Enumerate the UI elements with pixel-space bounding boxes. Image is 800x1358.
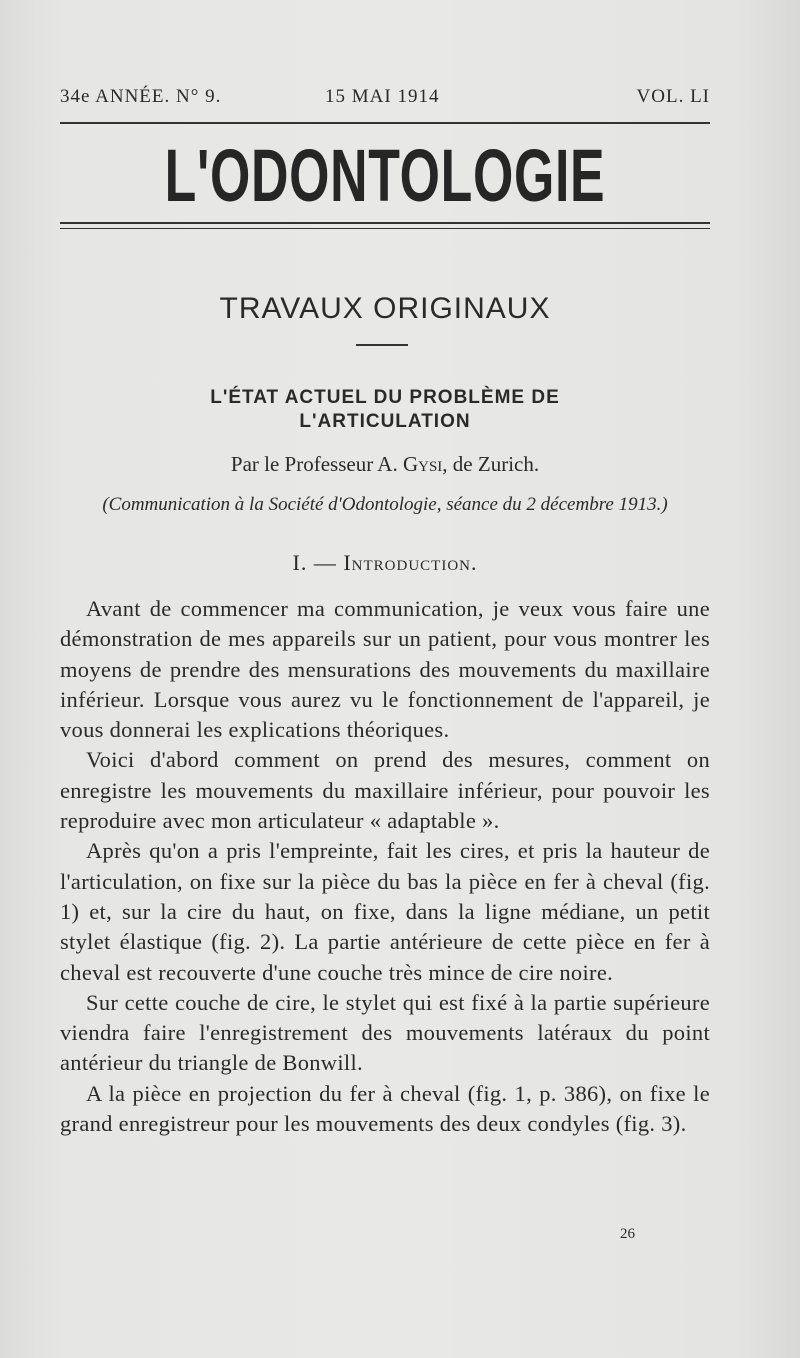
title-rule-top (60, 222, 710, 224)
header-rule (60, 122, 710, 124)
communication-note: (Communication à la Société d'Odontologie, séance du 2 décembre 1913.) (102, 494, 668, 515)
byline (60, 452, 710, 477)
article-title-line-1: L'ÉTAT ACTUEL DU PROBLÈME DE (210, 387, 560, 408)
section-title: TRAVAUX ORIGINAUX (219, 292, 551, 325)
article-title (60, 386, 710, 434)
title-rule-bottom (60, 228, 710, 229)
journal-title: L'ODONTOLOGIE (164, 134, 606, 217)
volume-number: VOL. LI (636, 86, 710, 107)
running-header (60, 86, 710, 116)
paragraph: Sur cette couche de cire, le stylet qui est fixé à la partie supérieure viendra faire l'enregistrement des mouvements latéraux du point antérieur du triangle de Bonwill. (60, 989, 710, 1076)
chapter-heading (60, 550, 710, 576)
author-name: Gysi (402, 452, 443, 476)
issue-date: 15 MAI 1914 (325, 86, 440, 107)
paragraph: A la pièce en projection du fer à cheval (fig. 1, p. 386), on fixe le grand enregistreur pour les mouvements des deux condyles (fig. 3). (60, 1080, 710, 1137)
byline-suffix: , de Zurich. (442, 452, 540, 476)
page-number: 26 (620, 1226, 635, 1242)
chapter-title: Introduction. (343, 550, 478, 575)
paragraph: Avant de commencer ma communication, je veux vous faire une démonstration de mes appareils sur un patient, pour vous montrer les moyens de prendre des mensurations des mouvements du maxillaire inférieur. Lorsque vous aurez vu le fonctionnement de l'appareil, je vous donnerai les explications théoriques. (60, 596, 710, 743)
chapter-number: I. — (292, 550, 337, 575)
byline-prefix: Par le Professeur A. (230, 452, 398, 476)
paragraph: Après qu'on a pris l'empreinte, fait les cires, et pris la hauteur de l'articulation, on fixe sur la pièce du bas la pièce en fer à cheval (fig. 1) et, sur la cire du haut, on fixe, dans la ligne médiane, un petit stylet élastique (fig. 2). La partie antérieure de cette pièce en fer à cheval est recouverte d'une couche très mince de cire noire. (60, 838, 710, 985)
issue-number: 34e ANNÉE. N° 9. (60, 86, 222, 107)
article-title-line-2: L'ARTICULATION (299, 411, 471, 432)
section-divider (356, 344, 408, 346)
article-body (60, 594, 710, 1139)
paragraph: Voici d'abord comment on prend des mesures, comment on enregistre les mouvements du maxillaire inférieur, pour pouvoir les reproduire avec mon articulateur « adaptable ». (60, 747, 710, 834)
